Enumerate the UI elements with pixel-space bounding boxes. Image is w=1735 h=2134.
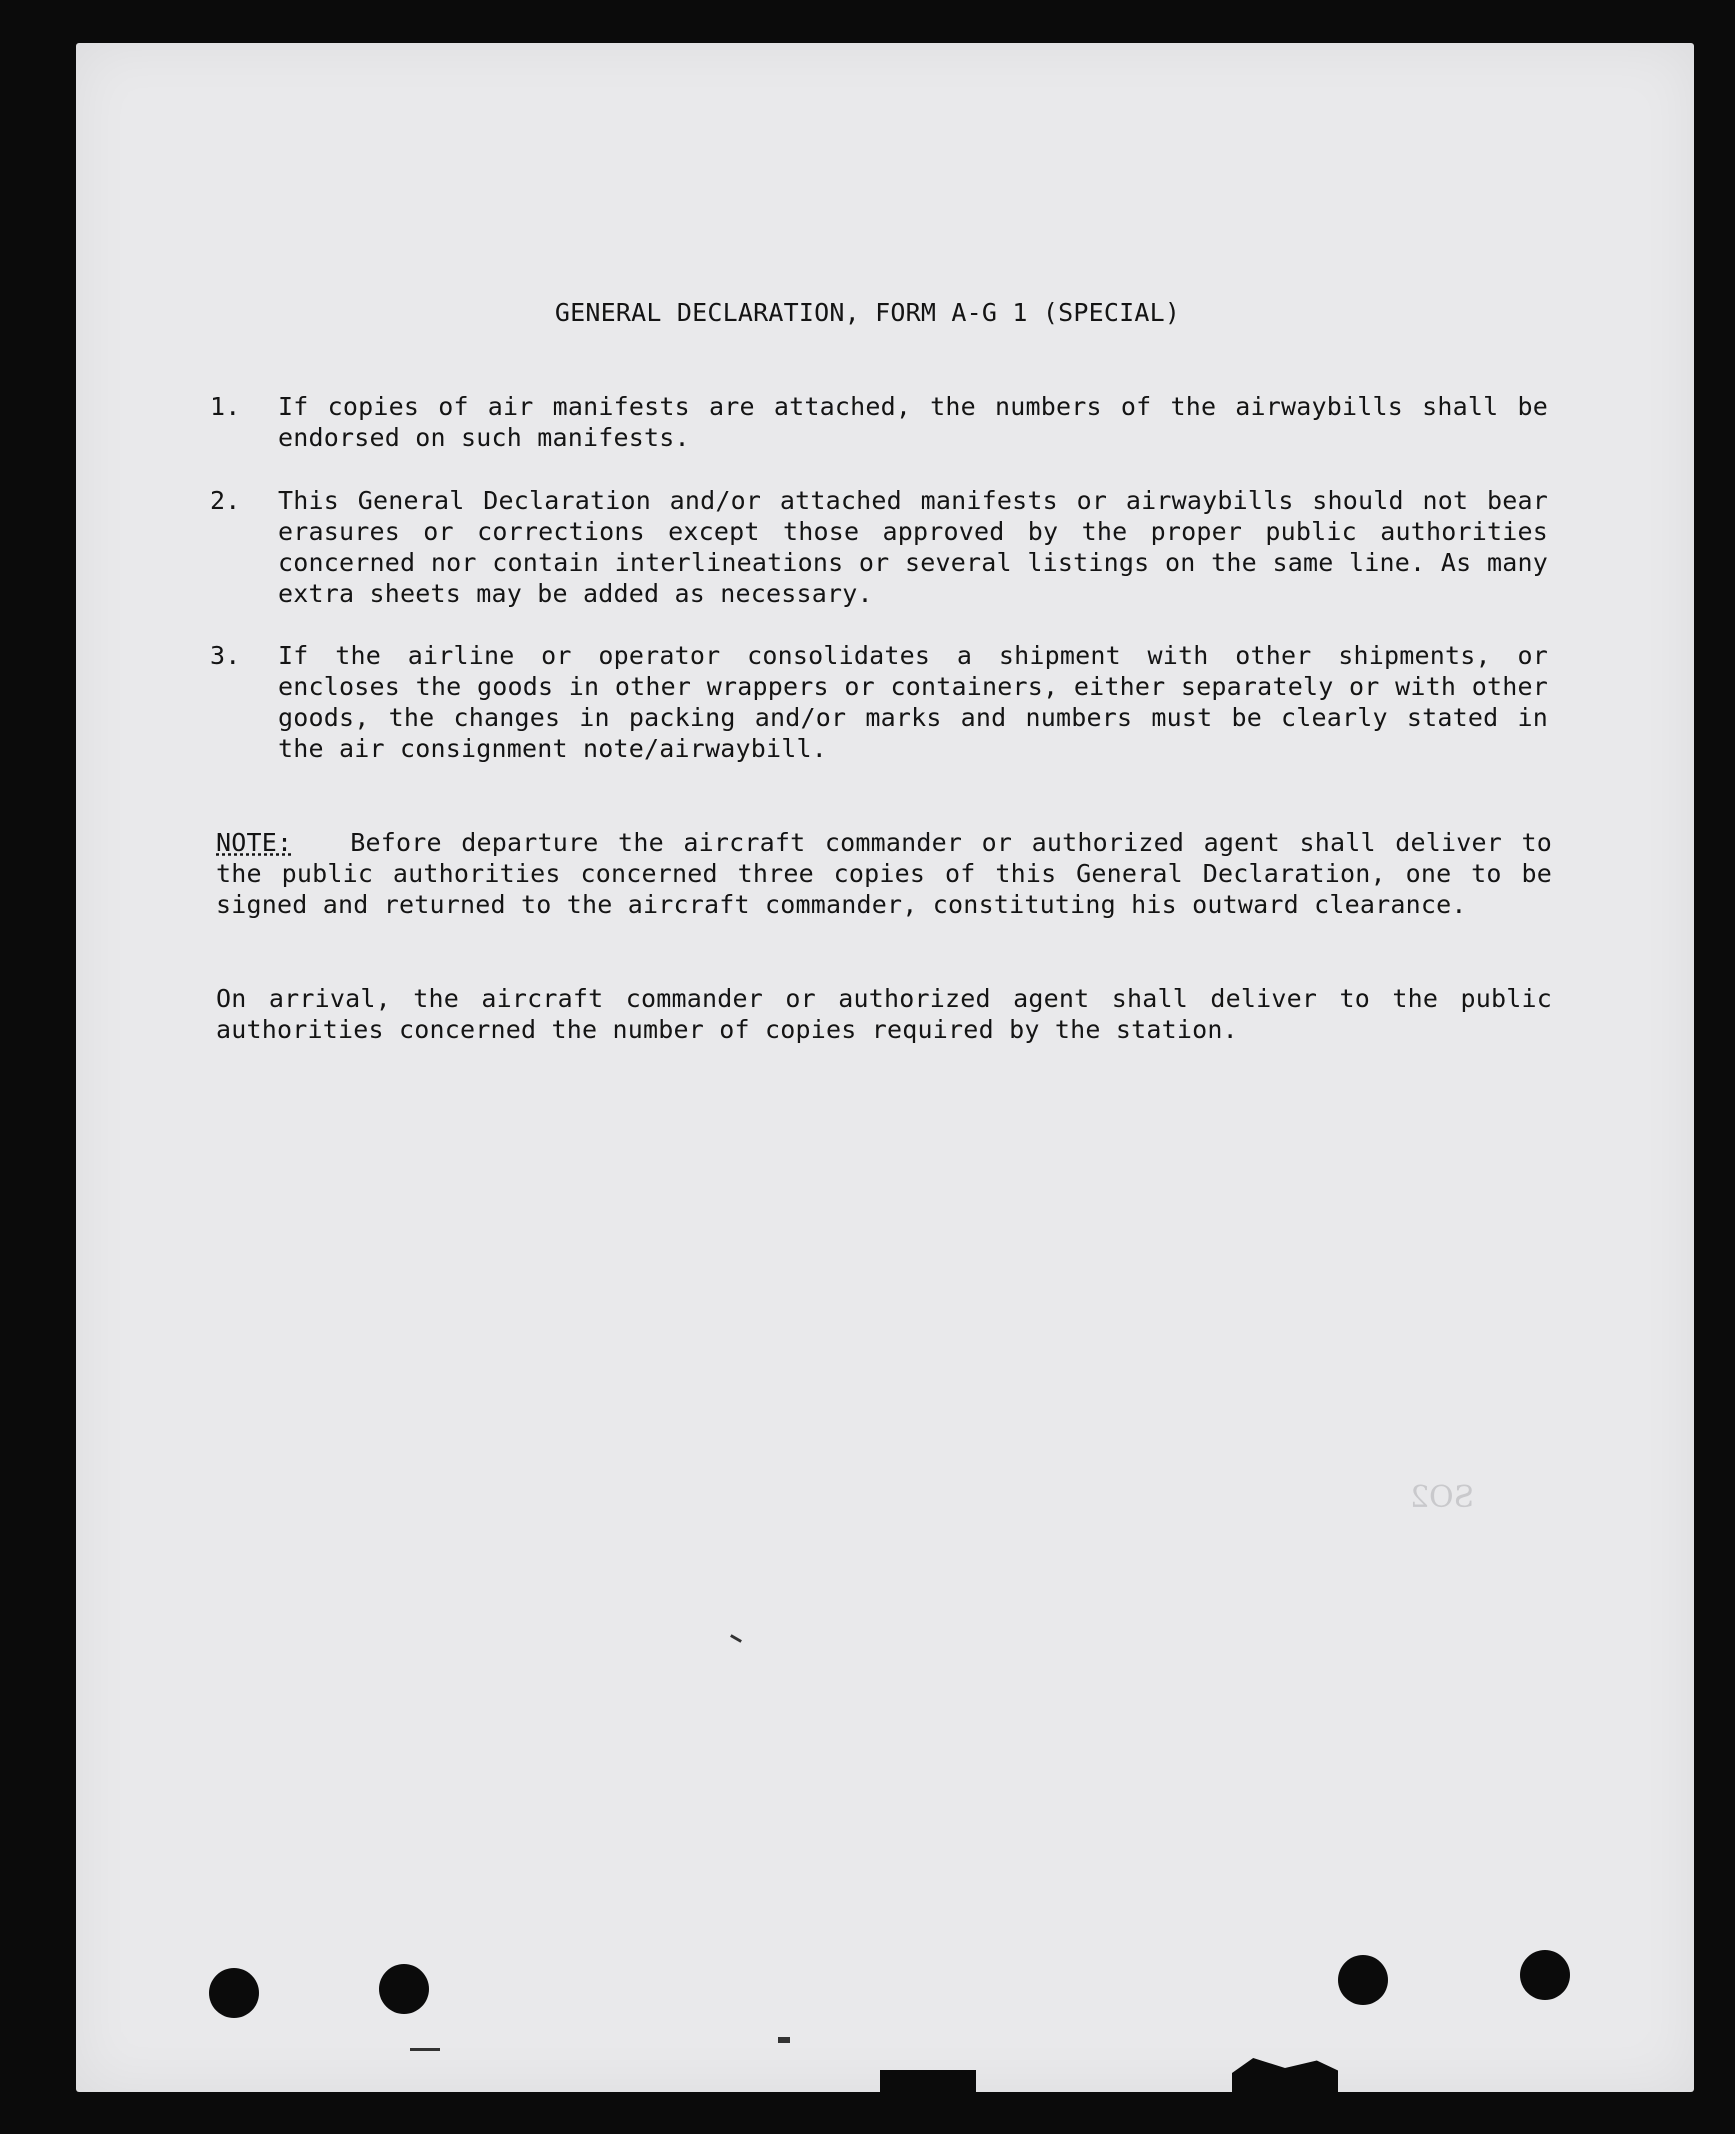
note-text: Before departure the aircraft commander or authorized agent shall deliver to the public authorities concerned three copies of this General Declaration, one to be signed and returned to the aircraft commander, constituting his outward clearance. xyxy=(216,828,1552,919)
punch-hole-left-2 xyxy=(379,1964,429,2014)
list-item-text: This General Declaration and/or attached manifests or airwaybills should not bear erasures or corrections except those approved by the proper public authorities concerned nor contain interlineations or several listings on the same line. As many extra sheets may be added as necessary. xyxy=(278,486,1548,608)
note-paragraph xyxy=(216,827,1552,920)
punch-hole-left-1 xyxy=(209,1968,259,2018)
list-item-number: 3. xyxy=(210,641,241,670)
speck xyxy=(778,2037,790,2043)
speck xyxy=(410,2048,440,2051)
list-item-number: 1. xyxy=(210,392,241,421)
document-title: GENERAL DECLARATION, FORM A-G 1 (SPECIAL) xyxy=(554,298,1181,327)
list-item-text: If copies of air manifests are attached, the numbers of the airwaybills shall be endorsed on such manifests. xyxy=(278,392,1548,452)
bottom-clip-left xyxy=(880,2070,976,2110)
punch-hole-right-1 xyxy=(1338,1955,1388,2005)
note-label: NOTE: xyxy=(216,828,293,857)
show-through-mark: SO2 xyxy=(1410,1480,1475,1515)
list-item-text: If the airline or operator consolidates a shipment with other shipments, or encloses the goods in other wrappers or containers, either separately or with other goods, the changes in packing and/or marks and numbers must be clearly stated in the air consignment note/airwaybill. xyxy=(278,641,1548,763)
list-item-number: 2. xyxy=(210,486,241,515)
arrival-paragraph: On arrival, the aircraft commander or authorized agent shall deliver to the public authorities concerned the number of copies required by the station. xyxy=(216,984,1552,1044)
punch-hole-right-2 xyxy=(1520,1950,1570,2000)
